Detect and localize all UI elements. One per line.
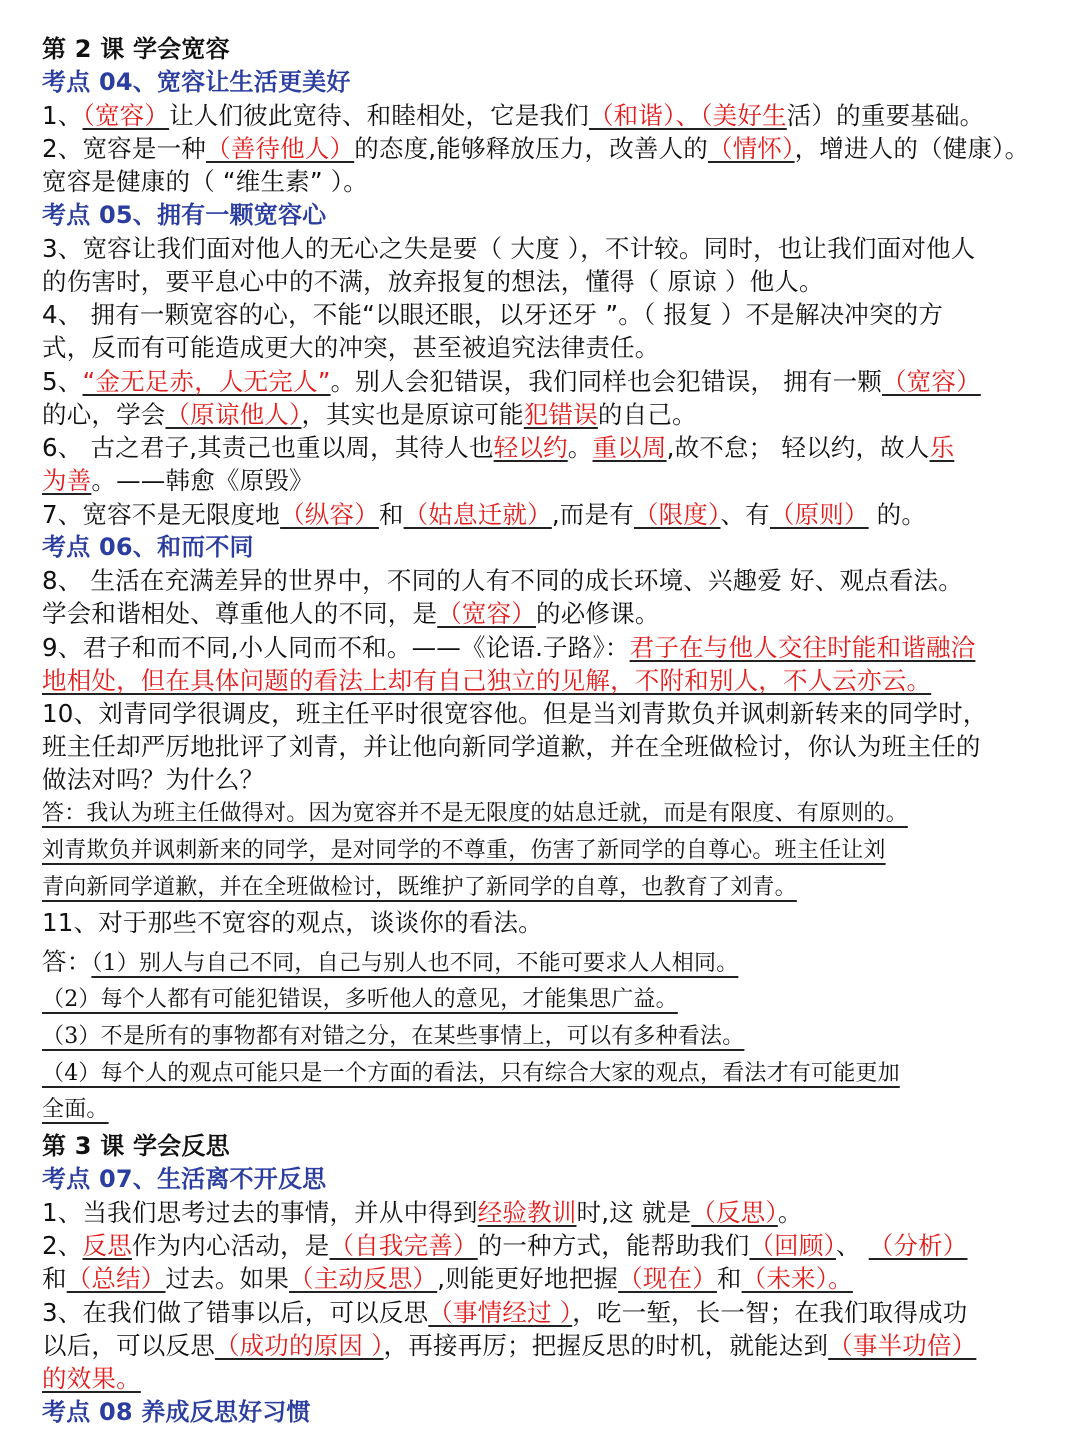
answer-blank: （宽容）: [82, 101, 170, 130]
answer-blank: （自我完善）: [329, 1231, 478, 1260]
question-2: 2、宽容是一种（善待他人）的态度,能够释放压力，改善人的（情怀），增进人的（健康）。: [42, 134, 1030, 163]
answer-11-line-1: 答：（1）别人与自己不同，自己与别人也不同，不能可要求人人相同。: [42, 947, 739, 976]
question-1: 1、（宽容）让人们彼此宽待、和睦相处，它是我们（和谐）、（美好生活）的重要基础。: [42, 101, 985, 130]
question-5-cont: 的心，学会（原谅他人），其实也是原谅可能犯错误的自己。: [42, 400, 697, 429]
l3-question-2-cont: 和（总结）过去。如果（主动反思）,则能更好地把握（现在）和（未来）。: [42, 1264, 853, 1293]
answer-blank: （反思）: [691, 1198, 778, 1227]
kaodian-06-title: 考点 06、和而不同: [42, 533, 254, 561]
answer-blank: （善待他人）: [206, 134, 355, 163]
question-3: 3、宽容让我们面对他人的无心之失是要（ 大度 ），不计较。同时，也让我们面对他人: [42, 234, 976, 263]
answer-blank: （事半功倍）: [828, 1331, 977, 1360]
answer-blank: 重以周: [592, 433, 667, 462]
answer-blank: 轻以约: [493, 433, 568, 462]
question-10-cont2: 做法对吗？为什么？: [42, 765, 265, 794]
answer-blank: 反思: [82, 1231, 132, 1260]
answer-blank: （原则）: [769, 500, 869, 529]
question-8-cont: 学会和谐相处、尊重他人的不同，是（宽容）的必修课。: [42, 599, 660, 628]
answer-blank: 犯错误: [523, 400, 598, 429]
question-9-cont: 地相处，但在具体问题的看法上却有自己独立的见解，不附和别人，不人云亦云。: [42, 666, 932, 695]
answer-blank: （宽容）: [881, 367, 981, 396]
answer-11-line-5: 全面。: [42, 1097, 109, 1122]
answer-blank: （分析）: [868, 1231, 968, 1260]
question-9: 9、君子和而不同,小人同而不和。——《论语.子路》：君子在与他人交往时能和谐融洽: [42, 633, 976, 662]
question-3-cont: 的伤害时，要平息心中的不满，放弃报复的想法，懂得（ 原谅 ）他人。: [42, 267, 824, 296]
question-4-cont: 式，反而有可能造成更大的冲突，甚至被追究法律责任。: [42, 333, 660, 362]
answer-11-line-3: （3）不是所有的事物都有对错之分，在某些事情上，可以有多种看法。: [42, 1024, 745, 1049]
answer-blank: （宽容）: [437, 599, 537, 628]
kaodian-04-title: 考点 04、宽容让生活更美好: [42, 68, 351, 96]
answer-blank: 为善: [42, 466, 92, 495]
l3-question-2: 2、反思作为内心活动，是（自我完善）的一种方式，能帮助我们（回顾）、 （分析）: [42, 1231, 968, 1260]
l3-question-3: 3、在我们做了错事以后，可以反思（事情经过 ），吃一堑，长一智；在我们取得成功: [42, 1298, 968, 1327]
lesson-3-title: 第 3 课 学会反思: [42, 1132, 230, 1160]
answer-10-cont: 刘青欺负并讽刺新来的同学，是对同学的不尊重，伤害了新同学的自尊心。班主任让刘: [42, 838, 886, 863]
l3-question-3-cont2: 的效果。: [42, 1364, 141, 1393]
question-6: 6、 古之君子,其责己也重以周，其待人也轻以约。重以周,故不怠； 轻以约，故人乐: [42, 433, 955, 462]
question-10-cont: 班主任却严厉地批评了刘青，并让他向新同学道歉，并在全班做检讨，你认为班主任的: [42, 732, 981, 761]
question-11: 11、对于那些不宽容的观点，谈谈你的看法。: [42, 908, 543, 937]
answer-blank: 经验教训: [477, 1198, 577, 1227]
question-7: 7、宽容不是无限度地（纵容）和（姑息迁就）,而是有（限度）、有（原则） 的。: [42, 500, 927, 529]
answer-11-line-4: （4）每个人的观点可能只是一个方面的看法，只有综合大家的观点，看法才有可能更加: [42, 1061, 900, 1086]
question-8: 8、 生活在充满差异的世界中，不同的人有不同的成长环境、兴趣爱 好、观点看法。: [42, 566, 963, 595]
l3-question-3-cont: 以后，可以反思（成功的原因 ），再接再厉；把握反思的时机，就能达到（事半功倍）: [42, 1331, 977, 1360]
answer-blank: （主动反思）: [289, 1264, 438, 1293]
question-2-cont: 宽容是健康的（ “维生素” ）。: [42, 167, 368, 196]
answer-blank: （回顾）: [749, 1231, 836, 1260]
answer-blank: （和谐）、（美好生: [588, 101, 787, 130]
kaodian-08-title: 考点 08 养成反思好习惯: [42, 1398, 311, 1426]
question-10: 10、刘青同学很调皮，班主任平时很宽容他。但是当刘青欺负并讽刺新转来的同学时，: [42, 699, 988, 728]
answer-blank: （成功的原因 ）: [214, 1331, 384, 1360]
question-6-cont: 为善。——韩愈《原毁》: [42, 466, 314, 495]
answer-10-cont2: 青向新同学道歉，并在全班做检讨，既维护了新同学的自尊，也教育了刘青。: [42, 875, 797, 900]
l3-question-1: 1、当我们思考过去的事情，并从中得到经验教训时,这 就是（反思）。: [42, 1198, 803, 1227]
kaodian-05-title: 考点 05、拥有一颗宽容心: [42, 201, 327, 229]
answer-blank: （未来）。: [741, 1264, 853, 1293]
answer-blank: （总结）: [66, 1264, 166, 1293]
lesson-2-title: 第 2 课 学会宽容: [42, 35, 230, 63]
answer-blank: （情怀）: [708, 134, 795, 163]
answer-blank: （姑息迁就）: [403, 500, 552, 529]
answer-10: 答：我认为班主任做得对。因为宽容并不是无限度的姑息迁就，而是有限度、有原则的。: [42, 801, 908, 826]
answer-blank: “金无足赤，人无完人”: [82, 367, 331, 396]
question-4: 4、 拥有一颗宽容的心，不能“以眼还眼，以牙还牙 ”。（ 报复 ）不是解决冲突的方: [42, 300, 944, 329]
answer-blank: （限度）: [633, 500, 721, 529]
answer-blank: 乐: [929, 433, 955, 462]
answer-blank: （现在）: [618, 1264, 717, 1293]
kaodian-07-title: 考点 07、生活离不开反思: [42, 1165, 327, 1193]
answer-blank: （事情经过 ）: [428, 1298, 573, 1327]
answer-blank: （纵容）: [280, 500, 379, 529]
question-5: 5、“金无足赤，人无完人”。别人会犯错误，我们同样也会犯错误， 拥有一颗（宽容）: [42, 367, 981, 396]
answer-blank: 君子在与他人交往时能和谐融洽: [629, 633, 976, 662]
answer-blank: （原谅他人）: [165, 400, 302, 429]
answer-11-line-2: （2）每个人都有可能犯错误，多听他人的意见，才能集思广益。: [42, 987, 678, 1012]
